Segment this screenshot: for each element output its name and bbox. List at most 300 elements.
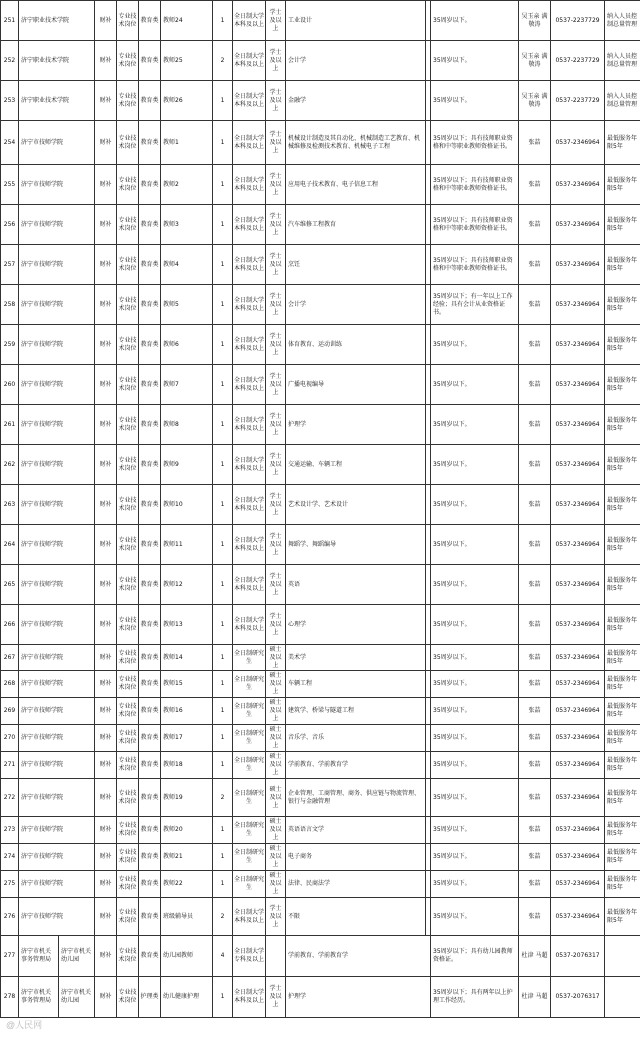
table-row (1, 898, 640, 936)
cell-category: 教育类 (139, 405, 161, 445)
cell-post-type: 专业技术岗位 (117, 752, 139, 779)
cell-contact: 张喆 (519, 565, 551, 605)
cell-post-name: 教师26 (161, 81, 213, 121)
cell-unit: 济宁市技师学院 (19, 725, 95, 752)
cell-major: 舞蹈学、舞蹈编导 (286, 525, 426, 565)
cell-number: 254 (1, 121, 19, 165)
cell-major: 机械设计制造及其自动化、机械制造工艺教育、机械维修及检测技术教育、机械电子工程 (286, 121, 426, 165)
cell-post-type: 专业技术岗位 (117, 325, 139, 365)
cell-unit: 济宁市技师学院 (19, 605, 95, 645)
cell-funding: 财补 (95, 898, 117, 936)
cell-number: 276 (1, 898, 19, 936)
cell-contact: 张喆 (519, 205, 551, 245)
cell-unit: 济宁市技师学院 (19, 817, 95, 844)
cell-education: 全日制研究生 (233, 752, 266, 779)
cell-degree: 学士及以上 (266, 165, 286, 205)
cell-category: 教育类 (139, 485, 161, 525)
cell-category: 教育类 (139, 245, 161, 285)
cell-funding: 财补 (95, 977, 117, 1018)
cell-note: 最低服务年限5年 (605, 671, 640, 698)
cell-count: 1 (213, 698, 233, 725)
table-row (1, 645, 640, 671)
cell-degree: 学士及以上 (266, 977, 286, 1018)
cell-number: 275 (1, 871, 19, 898)
cell-major: 交通运输、车辆工程 (286, 445, 426, 485)
cell-count: 1 (213, 445, 233, 485)
cell-contact: 张喆 (519, 605, 551, 645)
cell-post-type: 专业技术岗位 (117, 779, 139, 817)
cell-education: 全日制研究生 (233, 645, 266, 671)
cell-post-name: 教师18 (161, 752, 213, 779)
cell-education: 全日制研究生 (233, 725, 266, 752)
cell-count: 2 (213, 41, 233, 81)
cell-category: 教育类 (139, 121, 161, 165)
cell-number: 261 (1, 405, 19, 445)
cell-degree: 学士及以上 (266, 565, 286, 605)
cell-requirement: 35周岁以下。 (431, 445, 519, 485)
cell-note: 最低服务年限5年 (605, 844, 640, 871)
cell-note: 最低服务年限5年 (605, 752, 640, 779)
cell-education: 全日制大学本科及以上 (233, 445, 266, 485)
cell-unit: 济宁市技师学院 (19, 285, 95, 325)
cell-degree: 硕士及以上 (266, 817, 286, 844)
cell-post-type: 专业技术岗位 (117, 285, 139, 325)
cell-post-name: 幼儿园教师 (161, 936, 213, 977)
cell-number: 262 (1, 445, 19, 485)
cell-phone: 0537-2346964 (551, 844, 605, 871)
cell-requirement: 35周岁以下。 (431, 365, 519, 405)
cell-contact: 张喆 (519, 698, 551, 725)
cell-count: 2 (213, 898, 233, 936)
cell-post-type: 专业技术岗位 (117, 205, 139, 245)
cell-contact: 张喆 (519, 871, 551, 898)
cell-funding: 财补 (95, 725, 117, 752)
cell-category: 教育类 (139, 445, 161, 485)
cell-phone: 0537-2346964 (551, 245, 605, 285)
table-row (1, 752, 640, 779)
cell-funding: 财补 (95, 671, 117, 698)
table-row (1, 81, 640, 121)
cell-phone: 0537-2346964 (551, 671, 605, 698)
cell-funding: 财补 (95, 445, 117, 485)
cell-post-type: 专业技术岗位 (117, 165, 139, 205)
table-row (1, 725, 640, 752)
cell-contact: 张喆 (519, 844, 551, 871)
cell-number: 253 (1, 81, 19, 121)
cell-education: 全日制大学本科及以上 (233, 565, 266, 605)
cell-number: 260 (1, 365, 19, 405)
cell-post-type: 专业技术岗位 (117, 844, 139, 871)
cell-category: 教育类 (139, 325, 161, 365)
table-row (1, 205, 640, 245)
cell-post-type: 专业技术岗位 (117, 41, 139, 81)
cell-education: 全日制大学本科及以上 (233, 1, 266, 41)
cell-major: 电子商务 (286, 844, 426, 871)
cell-note: 最低服务年限5年 (605, 725, 640, 752)
cell-education: 全日制大学本科及以上 (233, 898, 266, 936)
cell-degree: 硕士及以上 (266, 698, 286, 725)
cell-education: 全日制大学本科及以上 (233, 81, 266, 121)
cell-post-type: 专业技术岗位 (117, 698, 139, 725)
cell-requirement: 35周岁以下。 (431, 81, 519, 121)
cell-funding: 财补 (95, 485, 117, 525)
cell-requirement: 35周岁以下。 (431, 405, 519, 445)
cell-education: 全日制大学本科及以上 (233, 365, 266, 405)
cell-unit: 济宁市技师学院 (19, 671, 95, 698)
cell-requirement: 35周岁以下。 (431, 525, 519, 565)
cell-note: 纳入人员控制总量管理 (605, 1, 640, 41)
cell-contact: 张喆 (519, 325, 551, 365)
cell-post-name: 幼儿健康护理 (161, 977, 213, 1018)
cell-number: 264 (1, 525, 19, 565)
cell-number: 257 (1, 245, 19, 285)
cell-category: 教育类 (139, 165, 161, 205)
cell-contact: 张喆 (519, 645, 551, 671)
cell-contact: 张喆 (519, 725, 551, 752)
cell-unit: 济宁市技师学院 (19, 779, 95, 817)
cell-post-type: 专业技术岗位 (117, 121, 139, 165)
cell-count: 1 (213, 605, 233, 645)
cell-count: 1 (213, 977, 233, 1018)
cell-count: 2 (213, 779, 233, 817)
cell-requirement: 35周岁以下。 (431, 698, 519, 725)
cell-category: 教育类 (139, 365, 161, 405)
cell-degree: 学士及以上 (266, 365, 286, 405)
cell-post-name: 教师12 (161, 565, 213, 605)
cell-funding: 财补 (95, 936, 117, 977)
cell-major: 应用电子技术教育、电子信息工程 (286, 165, 426, 205)
cell-phone: 0537-2076317 (551, 936, 605, 977)
cell-category: 教育类 (139, 936, 161, 977)
cell-number: 274 (1, 844, 19, 871)
cell-major: 学前教育、学前教育学 (286, 752, 426, 779)
cell-major: 护理学 (286, 977, 431, 1018)
cell-phone: 0537-2346964 (551, 525, 605, 565)
cell-contact: 杜津 马超 (519, 936, 551, 977)
table-row (1, 245, 640, 285)
cell-unit: 济宁市技师学院 (19, 165, 95, 205)
cell-post-type: 专业技术岗位 (117, 81, 139, 121)
cell-post-type: 专业技术岗位 (117, 1, 139, 41)
cell-funding: 财补 (95, 605, 117, 645)
cell-education: 全日制大学专科及以上 (233, 936, 266, 977)
table-row (1, 605, 640, 645)
cell-unit: 济宁市机关幼儿园 (59, 936, 95, 977)
cell-post-name: 教师3 (161, 205, 213, 245)
cell-note: 最低服务年限5年 (605, 645, 640, 671)
cell-post-type: 专业技术岗位 (117, 405, 139, 445)
cell-count: 1 (213, 121, 233, 165)
cell-contact: 张喆 (519, 898, 551, 936)
cell-unit: 济宁市技师学院 (19, 871, 95, 898)
table-row (1, 41, 640, 81)
cell-count: 1 (213, 81, 233, 121)
cell-requirement: 35周岁以下。 (431, 565, 519, 605)
cell-phone: 0537-2346964 (551, 817, 605, 844)
cell-count: 1 (213, 485, 233, 525)
cell-unit: 济宁市技师学院 (19, 565, 95, 605)
cell-phone: 0537-2346964 (551, 645, 605, 671)
cell-funding: 财补 (95, 1, 117, 41)
cell-major: 英语语言文学 (286, 817, 426, 844)
cell-education: 全日制研究生 (233, 671, 266, 698)
cell-note: 最低服务年限5年 (605, 779, 640, 817)
cell-category: 教育类 (139, 898, 161, 936)
cell-category: 教育类 (139, 698, 161, 725)
cell-post-type: 专业技术岗位 (117, 365, 139, 405)
cell-major: 美术学 (286, 645, 426, 671)
cell-category: 教育类 (139, 565, 161, 605)
cell-category: 护理类 (139, 977, 161, 1018)
cell-degree: 学士及以上 (266, 898, 286, 936)
cell-category: 教育类 (139, 41, 161, 81)
cell-contact: 张喆 (519, 671, 551, 698)
cell-contact: 吴玉亲 满敬涛 (519, 41, 551, 81)
cell-phone: 0537-2346964 (551, 365, 605, 405)
cell-degree: 硕士及以上 (266, 779, 286, 817)
cell-number: 255 (1, 165, 19, 205)
cell-degree: 硕士及以上 (266, 844, 286, 871)
cell-requirement: 35周岁以下。 (431, 817, 519, 844)
cell-degree: 学士及以上 (266, 245, 286, 285)
cell-agency: 济宁市机关事务管理局 (19, 936, 59, 977)
cell-post-type: 专业技术岗位 (117, 725, 139, 752)
cell-contact: 张喆 (519, 365, 551, 405)
cell-number: 272 (1, 779, 19, 817)
cell-note: 最低服务年限5年 (605, 245, 640, 285)
cell-requirement: 35周岁以下。 (431, 779, 519, 817)
cell-category: 教育类 (139, 645, 161, 671)
cell-major: 汽车维修工程教育 (286, 205, 426, 245)
cell-phone: 0537-2346964 (551, 752, 605, 779)
cell-phone: 0537-2346964 (551, 285, 605, 325)
cell-degree: 硕士及以上 (266, 645, 286, 671)
cell-note: 最低服务年限5年 (605, 871, 640, 898)
cell-unit: 济宁市技师学院 (19, 245, 95, 285)
cell-major: 法律、民商法学 (286, 871, 426, 898)
cell-note: 最低服务年限5年 (605, 565, 640, 605)
cell-education: 全日制研究生 (233, 698, 266, 725)
cell-education: 全日制研究生 (233, 779, 266, 817)
cell-count: 1 (213, 205, 233, 245)
cell-requirement: 35周岁以下；具有两年以上护理工作经历。 (431, 977, 519, 1018)
cell-number: 268 (1, 671, 19, 698)
cell-degree: 学士及以上 (266, 1, 286, 41)
cell-degree: 硕士及以上 (266, 752, 286, 779)
cell-category: 教育类 (139, 817, 161, 844)
cell-post-type: 专业技术岗位 (117, 871, 139, 898)
cell-major: 心理学 (286, 605, 426, 645)
cell-category: 教育类 (139, 525, 161, 565)
cell-note: 最低服务年限5年 (605, 165, 640, 205)
cell-contact: 张喆 (519, 245, 551, 285)
cell-number: 273 (1, 817, 19, 844)
cell-post-name: 教师19 (161, 779, 213, 817)
cell-phone: 0537-2346964 (551, 605, 605, 645)
cell-funding: 财补 (95, 405, 117, 445)
cell-funding: 财补 (95, 365, 117, 405)
cell-note: 最低服务年限5年 (605, 121, 640, 165)
cell-major: 体育教育、运动训练 (286, 325, 426, 365)
cell-phone: 0537-2237729 (551, 81, 605, 121)
cell-note: 最低服务年限5年 (605, 898, 640, 936)
cell-education: 全日制大学本科及以上 (233, 605, 266, 645)
cell-note: 最低服务年限5年 (605, 445, 640, 485)
cell-degree: 学士及以上 (266, 445, 286, 485)
cell-funding: 财补 (95, 525, 117, 565)
cell-post-name: 教师11 (161, 525, 213, 565)
cell-degree: 硕士及以上 (266, 871, 286, 898)
cell-contact: 张喆 (519, 817, 551, 844)
cell-degree: 学士及以上 (266, 285, 286, 325)
cell-count: 1 (213, 365, 233, 405)
cell-education: 全日制大学本科及以上 (233, 325, 266, 365)
cell-contact: 张喆 (519, 121, 551, 165)
cell-major: 英语 (286, 565, 426, 605)
cell-major: 企业管理、工商管理、商务、供应链与物流管理、银行与金融管理 (286, 779, 426, 817)
cell-post-name: 教师21 (161, 844, 213, 871)
cell-count: 1 (213, 752, 233, 779)
cell-phone: 0537-2346964 (551, 405, 605, 445)
cell-note: 最低服务年限5年 (605, 205, 640, 245)
cell-requirement: 35周岁以下。 (431, 645, 519, 671)
cell-number: 256 (1, 205, 19, 245)
cell-degree: 学士及以上 (266, 405, 286, 445)
cell-note: 最低服务年限5年 (605, 325, 640, 365)
cell-phone: 0537-2346964 (551, 445, 605, 485)
cell-major: 金融学 (286, 81, 426, 121)
cell-requirement: 35周岁以下；有一年以上工作经验；具有会计从业资格证书。 (431, 285, 519, 325)
cell-funding: 财补 (95, 871, 117, 898)
cell-note: 最低服务年限5年 (605, 605, 640, 645)
cell-contact: 张喆 (519, 285, 551, 325)
cell-count: 1 (213, 285, 233, 325)
cell-phone: 0537-2346964 (551, 121, 605, 165)
cell-funding: 财补 (95, 817, 117, 844)
cell-funding: 财补 (95, 325, 117, 365)
cell-requirement: 35周岁以下；具有技师职业资格和中等职业教师资格证书。 (431, 121, 519, 165)
cell-post-name: 教师16 (161, 698, 213, 725)
cell-post-name: 教师9 (161, 445, 213, 485)
cell-requirement: 35周岁以下。 (431, 752, 519, 779)
table-row (1, 977, 640, 1018)
cell-unit: 济宁市技师学院 (19, 325, 95, 365)
cell-education: 全日制大学本科及以上 (233, 525, 266, 565)
table-row (1, 445, 640, 485)
cell-number: 277 (1, 936, 19, 977)
cell-count: 1 (213, 844, 233, 871)
cell-degree: 学士及以上 (266, 325, 286, 365)
cell-note: 最低服务年限5年 (605, 698, 640, 725)
cell-post-type: 专业技术岗位 (117, 898, 139, 936)
cell-count: 1 (213, 1, 233, 41)
cell-count: 1 (213, 325, 233, 365)
cell-post-name: 教师14 (161, 645, 213, 671)
cell-post-type: 专业技术岗位 (117, 645, 139, 671)
cell-post-name: 教师4 (161, 245, 213, 285)
cell-major: 学前教育、学前教育学 (286, 936, 431, 977)
cell-phone: 0537-2346964 (551, 871, 605, 898)
cell-degree: 学士及以上 (266, 121, 286, 165)
cell-number: 252 (1, 41, 19, 81)
table-row (1, 325, 640, 365)
cell-education: 全日制大学本科及以上 (233, 121, 266, 165)
cell-unit: 济宁市技师学院 (19, 365, 95, 405)
cell-funding: 财补 (95, 698, 117, 725)
cell-funding: 财补 (95, 165, 117, 205)
table-row (1, 485, 640, 525)
cell-funding: 财补 (95, 81, 117, 121)
cell-phone: 0537-2346964 (551, 725, 605, 752)
cell-funding: 财补 (95, 752, 117, 779)
cell-requirement: 35周岁以下；具有技师职业资格和中等职业教师资格证书。 (431, 245, 519, 285)
cell-unit: 济宁市机关幼儿园 (59, 977, 95, 1018)
cell-note (605, 977, 640, 1018)
cell-post-type: 专业技术岗位 (117, 565, 139, 605)
cell-phone: 0537-2237729 (551, 1, 605, 41)
cell-requirement: 35周岁以下。 (431, 871, 519, 898)
cell-post-name: 教师17 (161, 725, 213, 752)
cell-number: 251 (1, 1, 19, 41)
cell-unit: 济宁职业技术学院 (19, 41, 95, 81)
cell-unit: 济宁市技师学院 (19, 898, 95, 936)
cell-major: 会计学 (286, 285, 426, 325)
cell-requirement: 35周岁以下。 (431, 485, 519, 525)
cell-phone: 0537-2346964 (551, 698, 605, 725)
cell-degree: 硕士及以上 (266, 671, 286, 698)
cell-contact: 吴玉亲 满敬涛 (519, 81, 551, 121)
cell-note: 最低服务年限5年 (605, 485, 640, 525)
cell-major: 不限 (286, 898, 426, 936)
table-row (1, 1, 640, 41)
table-row (1, 525, 640, 565)
cell-post-type: 专业技术岗位 (117, 977, 139, 1018)
cell-post-type: 专业技术岗位 (117, 485, 139, 525)
cell-major: 车辆工程 (286, 671, 426, 698)
cell-post-type: 专业技术岗位 (117, 245, 139, 285)
cell-degree: 硕士及以上 (266, 725, 286, 752)
cell-unit: 济宁市技师学院 (19, 645, 95, 671)
cell-education: 全日制研究生 (233, 844, 266, 871)
cell-contact: 张喆 (519, 779, 551, 817)
cell-category: 教育类 (139, 81, 161, 121)
cell-education: 全日制大学本科及以上 (233, 405, 266, 445)
table-row (1, 817, 640, 844)
cell-count: 1 (213, 245, 233, 285)
cell-unit: 济宁市技师学院 (19, 205, 95, 245)
table-row (1, 121, 640, 165)
cell-category: 教育类 (139, 671, 161, 698)
cell-category: 教育类 (139, 871, 161, 898)
cell-contact: 张喆 (519, 525, 551, 565)
cell-funding: 财补 (95, 844, 117, 871)
cell-post-name: 教师2 (161, 165, 213, 205)
cell-unit: 济宁市技师学院 (19, 844, 95, 871)
cell-unit: 济宁市技师学院 (19, 405, 95, 445)
cell-education: 全日制研究生 (233, 817, 266, 844)
cell-requirement: 35周岁以下。 (431, 725, 519, 752)
cell-funding: 财补 (95, 245, 117, 285)
cell-major: 会计学 (286, 41, 426, 81)
cell-post-name: 教师20 (161, 817, 213, 844)
cell-post-name: 教师10 (161, 485, 213, 525)
cell-requirement: 35周岁以下。 (431, 1, 519, 41)
cell-count: 1 (213, 645, 233, 671)
cell-education: 全日制大学本科及以上 (233, 205, 266, 245)
cell-post-type: 专业技术岗位 (117, 445, 139, 485)
table-row (1, 671, 640, 698)
cell-major: 音乐学、音乐 (286, 725, 426, 752)
